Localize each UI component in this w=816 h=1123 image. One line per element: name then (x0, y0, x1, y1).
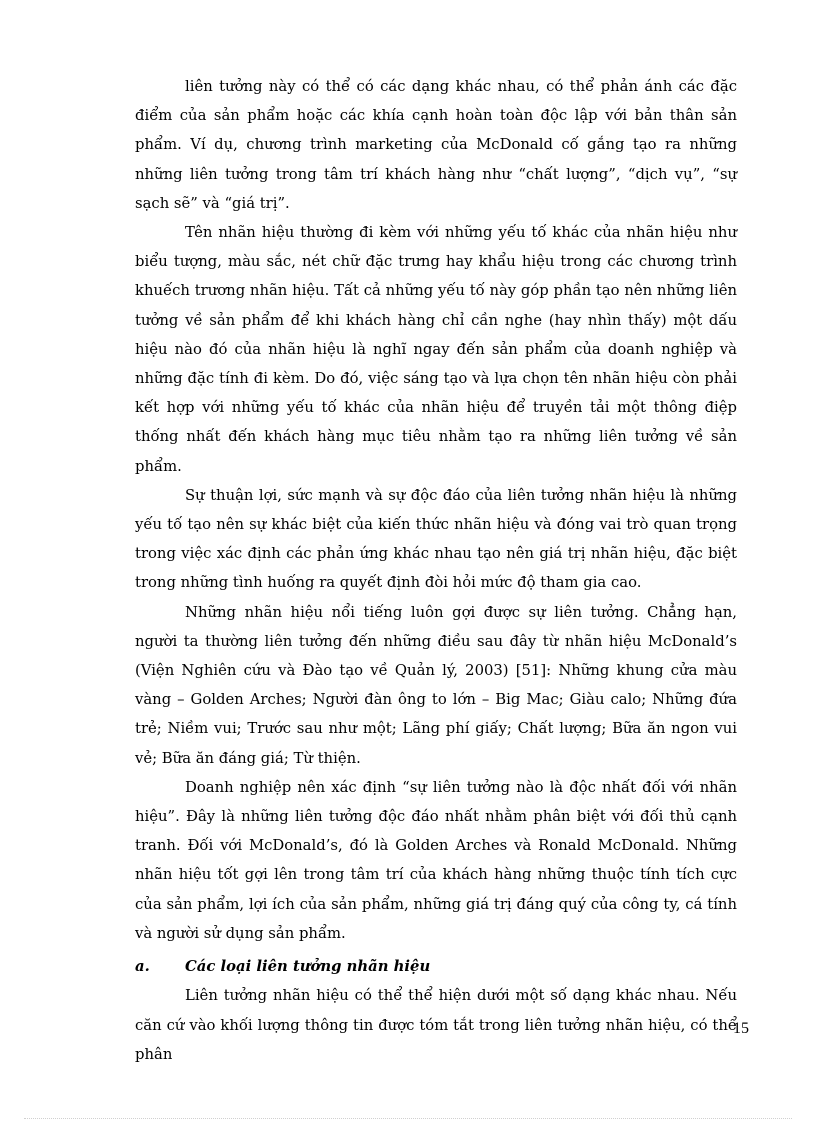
paragraph-brand-elements: Tên nhãn hiệu thường đi kèm với những yếu tố khác của nhãn hiệu như biểu tượng, màu sắc, nét chữ đặc trưng hay khẩu hiệu trong các chương trình khuếch trương nhãn hiệu. Tất cả những yếu tố này góp phần tạo nên những liên tưởng về sản phẩm để khi khách hàng chỉ cần nghe (hay nhìn thấy) một dấu hiệu nào đó của nhãn hiệu là nghĩ ngay đến sản phẩm của doanh nghiệp và những đặc tính đi kèm. Do đó, việc sáng tạo và lựa chọn tên nhãn hiệu còn phải kết hợp với những yếu tố khác của nhãn hiệu để truyền tải một thông điệp thống nhất đến khách hàng mục tiêu nhằm tạo ra những liên tưởng về sản phẩm. (135, 224, 737, 475)
page-bottom-rule (24, 1118, 792, 1119)
paragraph-favorability: Sự thuận lợi, sức mạnh và sự độc đáo của liên tưởng nhãn hiệu là những yếu tố tạo nên sự khác biệt của kiến thức nhãn hiệu và đóng vai trò quan trọng trong việc xác định các phản ứng khác nhau tạo nên giá trị nhãn hiệu, đặc biệt trong những tình huống ra quyết định đòi hỏi mức độ tham gia cao. (135, 486, 737, 592)
paragraph-continuation: liên tưởng này có thể có các dạng khác nhau, có thể phản ánh các đặc điểm của sản phẩm hoặc các khía cạnh hoàn toàn độc lập với bản thân sản phẩm. Ví dụ, chương trình marketing của McDonald cố gắng tạo ra những những liên tưởng trong tâm trí khách hàng như “chất lượng”, “dịch vụ”, “sự sạch sẽ” và “giá trị”. (135, 78, 737, 212)
page-number: 15 (733, 1020, 749, 1037)
section-heading-title: Các loại liên tưởng nhãn hiệu (185, 958, 431, 976)
paragraph-association-types: Liên tưởng nhãn hiệu có thể thể hiện dưới một số dạng khác nhau. Nếu căn cứ vào khối lượng thông tin được tóm tắt trong liên tưởng nhãn hiệu, có thể phân (135, 987, 737, 1063)
paragraph-famous-brands: Những nhãn hiệu nổi tiếng luôn gợi được sự liên tưởng. Chẳng hạn, người ta thường liên tưởng đến những điều sau đây từ nhãn hiệu McDonald’s (Viện Nghiên cứu và Đào tạo về Quản lý, 2003) [51]: Những khung cửa màu vàng – Golden Arches; Người đàn ông to lớn – Big Mac; Giàu calo; Những đứa trẻ; Niềm vui; Trước sau như một; Lãng phí giấy; Chất lượng; Bữa ăn ngon vui vẻ; Bữa ăn đáng giá; Từ thiện. (135, 603, 737, 767)
document-body (135, 72, 737, 1069)
section-heading-letter: a. (135, 958, 150, 976)
section-heading (135, 952, 737, 981)
paragraph-unique-association: Doanh nghiệp nên xác định “sự liên tưởng nào là độc nhất đối với nhãn hiệu”. Đây là những liên tưởng độc đáo nhất nhằm phân biệt với đối thủ cạnh tranh. Đối với McDonald’s, đó là Golden Arches và Ronald McDonald. Những nhãn hiệu tốt gợi lên trong tâm trí của khách hàng những thuộc tính tích cực của sản phẩm, lợi ích của sản phẩm, những giá trị đáng quý của công ty, cá tính và người sử dụng sản phẩm. (135, 778, 737, 942)
